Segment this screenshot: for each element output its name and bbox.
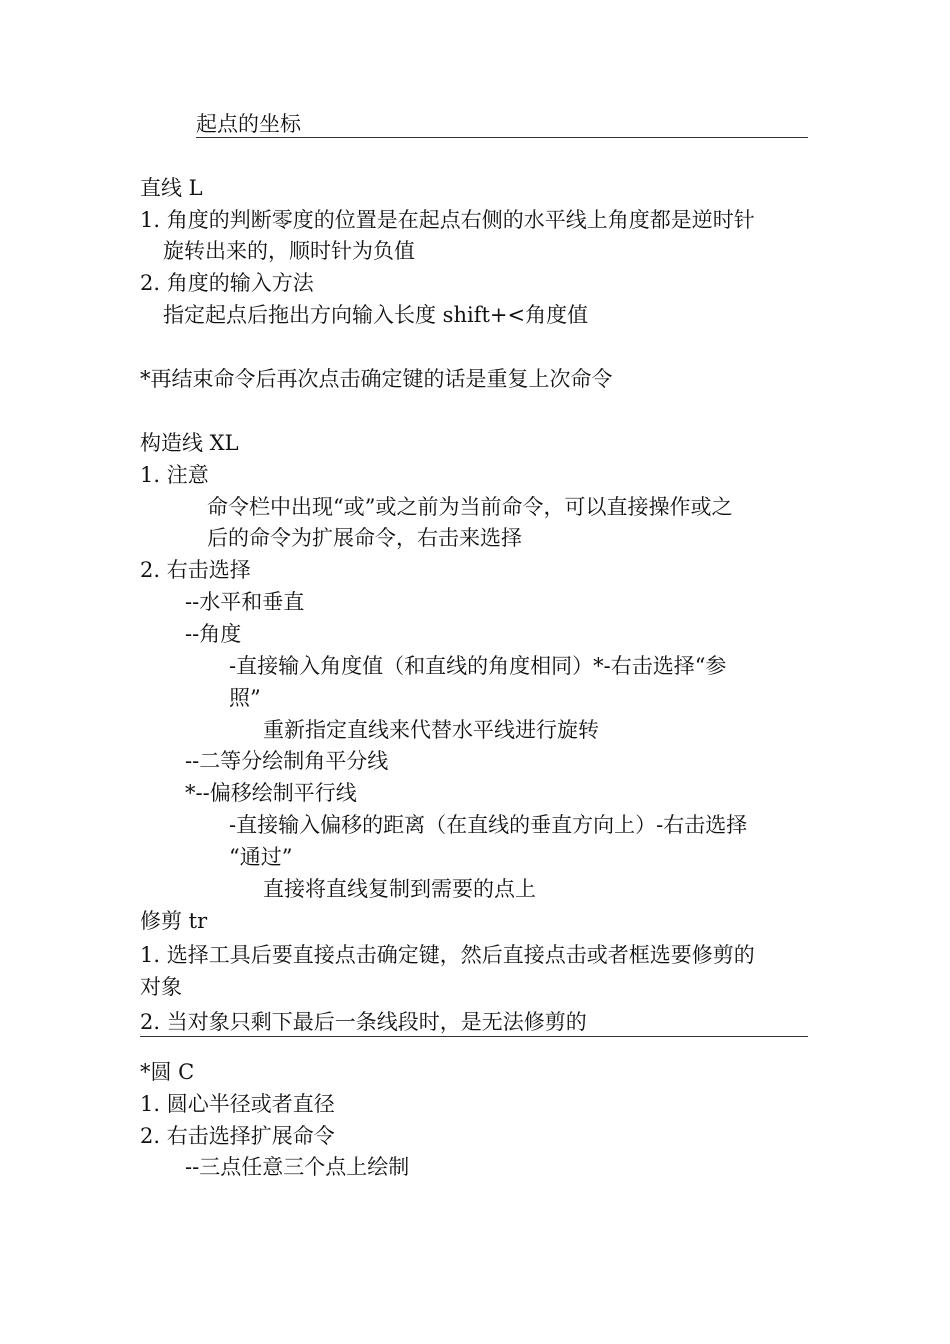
section-title-xl: 构造线 XL (140, 431, 239, 455)
xl-angle-detail-continued: 照” (229, 686, 261, 710)
line-item-1-continued: 旋转出来的，顺时针为负值 (163, 239, 415, 263)
xl-option-bisect: --二等分绘制角平分线 (185, 749, 389, 773)
section-title-trim: 修剪 tr (140, 909, 208, 933)
xl-angle-reference-note: 重新指定直线来代替水平线进行旋转 (263, 718, 599, 742)
circle-item-1-text: 1. 圆心半径或者直径 (140, 1092, 335, 1116)
line-item-1-text: 1. 角度的判断零度的位置是在起点右侧的水平线上角度都是逆时针 (140, 208, 755, 232)
xl-item-2-text: 2. 右击选择 (140, 558, 251, 582)
xl-item-1-continued: 后的命令为扩展命令，右击来选择 (207, 526, 522, 550)
xl-offset-detail-continued: “通过” (229, 845, 293, 869)
xl-item-1-text: 1. 注意 (140, 463, 209, 487)
repeat-command-note: *再结束命令后再次点击确定键的话是重复上次命令 (140, 367, 613, 391)
line-item-2-detail: 指定起点后拖出方向输入长度 shift+<角度值 (163, 303, 589, 327)
xl-offset-detail: -直接输入偏移的距离（在直线的垂直方向上）-右击选择 (229, 813, 748, 837)
circle-option-three-point: --三点任意三个点上绘制 (185, 1155, 410, 1179)
trim-item-2-text: 2. 当对象只剩下最后一条线段时，是无法修剪的 (140, 1010, 587, 1034)
trim-item-1-continued: 对象 (140, 975, 182, 999)
xl-option-offset: *--偏移绘制平行线 (185, 781, 357, 805)
xl-item-1-detail: 命令栏中出现“或”或之前为当前命令，可以直接操作或之 (207, 495, 733, 519)
trim-divider (140, 1036, 808, 1037)
trim-item-1-text: 1. 选择工具后要直接点击确定键，然后直接点击或者框选要修剪的 (140, 943, 755, 967)
xl-option-angle: --角度 (185, 622, 242, 646)
circle-item-2-text: 2. 右击选择扩展命令 (140, 1124, 335, 1148)
line-item-2-text: 2. 角度的输入方法 (140, 271, 314, 295)
xl-angle-detail: -直接输入角度值（和直线的角度相同）*-右击选择“参 (229, 654, 727, 678)
header-divider (196, 137, 808, 138)
page-header-text: 起点的坐标 (196, 112, 301, 136)
section-title-line: 直线 L (140, 176, 203, 200)
xl-option-horizontal-vertical: --水平和垂直 (185, 590, 305, 614)
section-title-circle: *圆 C (140, 1060, 195, 1084)
xl-offset-through-note: 直接将直线复制到需要的点上 (263, 877, 536, 901)
